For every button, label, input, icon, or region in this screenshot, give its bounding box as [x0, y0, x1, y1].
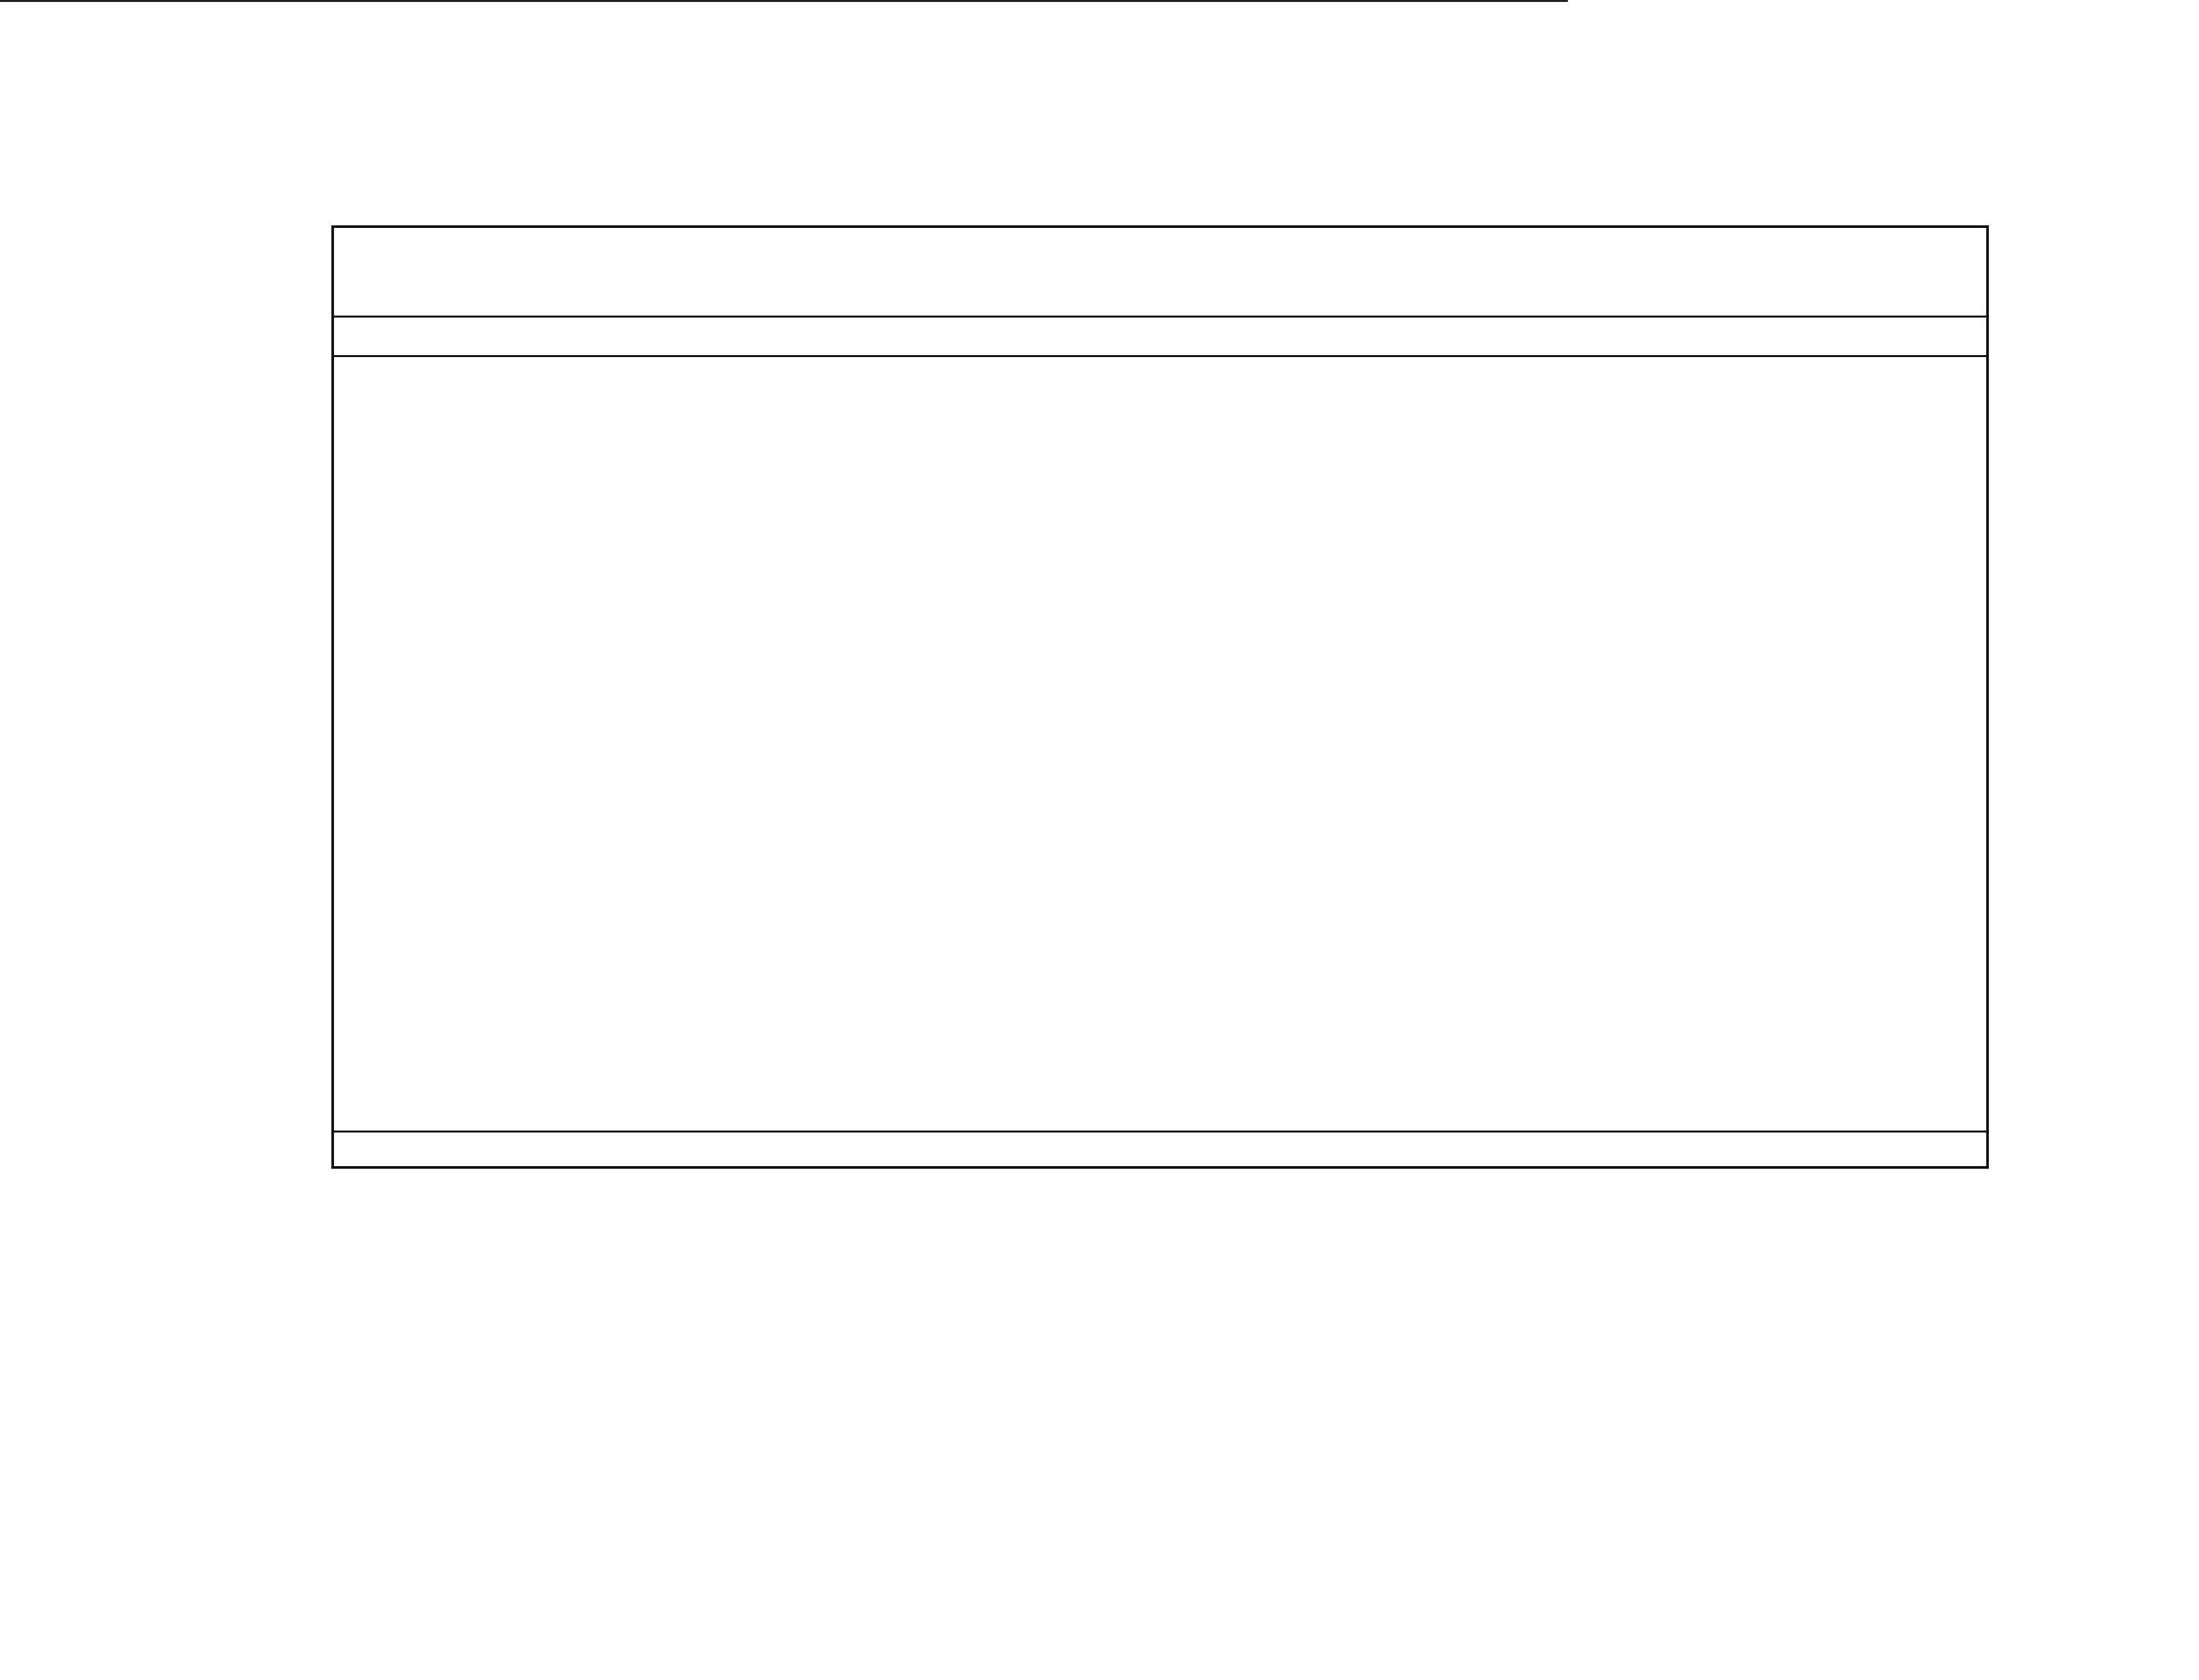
- header-bottom-rule: [334, 355, 1986, 357]
- source-rule: [334, 1131, 1986, 1133]
- table-d2: [331, 225, 1989, 1169]
- header-top-rule: [334, 316, 1986, 318]
- top-edge-rule: [0, 0, 1568, 2]
- bottom-dot-border: [0, 1639, 2199, 1679]
